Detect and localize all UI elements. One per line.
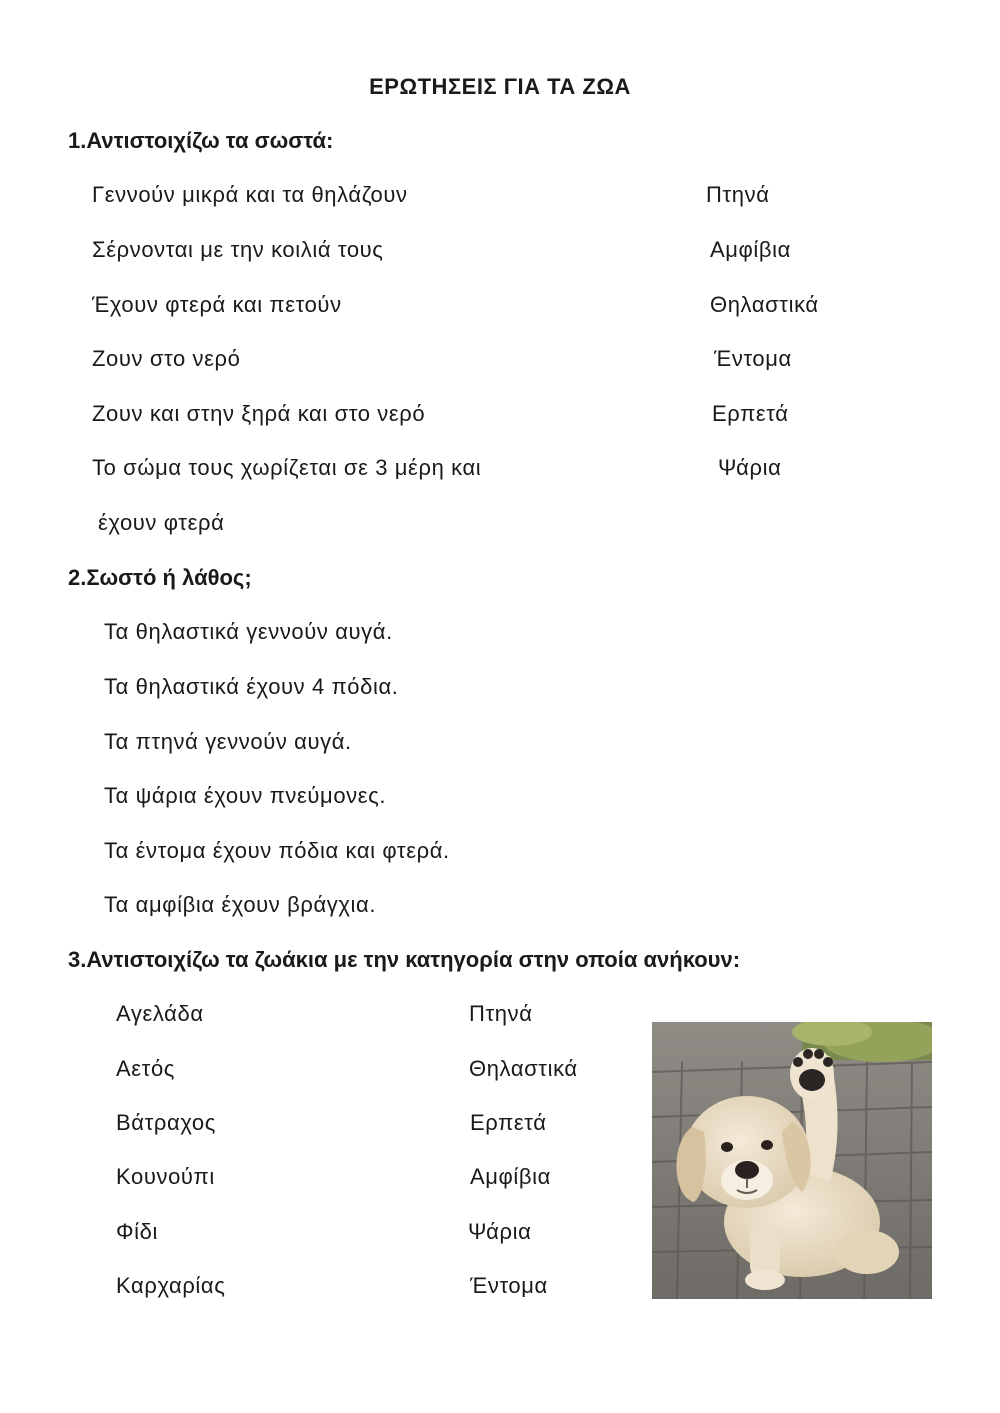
page-title: ΕΡΩΤΗΣΕΙΣ ΓΙΑ ΤΑ ΖΩΑ [369, 74, 631, 99]
s3-category: Αμφίβια [470, 1164, 551, 1189]
s1-right-item: Θηλαστικά [710, 292, 819, 317]
s1-right-item: Ψάρια [718, 455, 782, 480]
s3-animal: Αετός [116, 1056, 176, 1081]
s3-animal: Φίδι [116, 1219, 158, 1244]
s3-animal: Κουνούπι [116, 1164, 215, 1189]
s3-category: Θηλαστικά [469, 1056, 578, 1081]
section3-heading: 3.Αντιστοιχίζω τα ζωάκια με την κατηγορία στην οποία ανήκουν: [68, 947, 741, 972]
s1-left-item: Σέρνονται με την κοιλιά τους [92, 237, 384, 262]
puppy-photo [652, 1022, 932, 1299]
s2-statement: Τα πτηνά γεννούν αυγά. [104, 729, 352, 754]
s3-animal: Καρχαρίας [116, 1273, 226, 1298]
s2-statement: Τα θηλαστικά γεννούν αυγά. [104, 619, 393, 644]
s2-statement: Τα έντομα έχουν πόδια και φτερά. [104, 838, 450, 863]
s1-right-item: Έντομα [714, 346, 792, 371]
puppy-waving-icon [652, 1022, 932, 1299]
s3-category: Έντομα [470, 1273, 548, 1298]
s1-right-item: Αμφίβια [710, 237, 791, 262]
s2-statement: Τα ψάρια έχουν πνεύμονες. [104, 783, 387, 808]
s2-statement: Τα θηλαστικά έχουν 4 πόδια. [104, 674, 399, 699]
section2-heading: 2.Σωστό ή λάθος; [68, 565, 252, 590]
s3-category: Πτηνά [469, 1001, 533, 1026]
s2-statement: Τα αμφίβια έχουν βράγχια. [104, 892, 377, 917]
s1-left-item: Έχουν φτερά και πετούν [92, 292, 342, 317]
s1-right-item: Ερπετά [712, 401, 789, 426]
s3-animal: Βάτραχος [116, 1110, 216, 1135]
section1-heading: 1.Αντιστοιχίζω τα σωστά: [68, 128, 334, 153]
s1-right-item: Πτηνά [706, 182, 770, 207]
s1-left-item: Γεννούν μικρά και τα θηλάζουν [92, 182, 408, 207]
s3-category: Ερπετά [470, 1110, 547, 1135]
s3-category: Ψάρια [468, 1219, 532, 1244]
s1-left-item: έχουν φτερά [98, 510, 225, 535]
s1-left-item: Ζουν στο νερό [92, 346, 241, 371]
s1-left-item: Το σώμα τους χωρίζεται σε 3 μέρη και [92, 455, 482, 480]
s3-animal: Αγελάδα [116, 1001, 204, 1026]
s1-left-item: Ζουν και στην ξηρά και στο νερό [92, 401, 426, 426]
